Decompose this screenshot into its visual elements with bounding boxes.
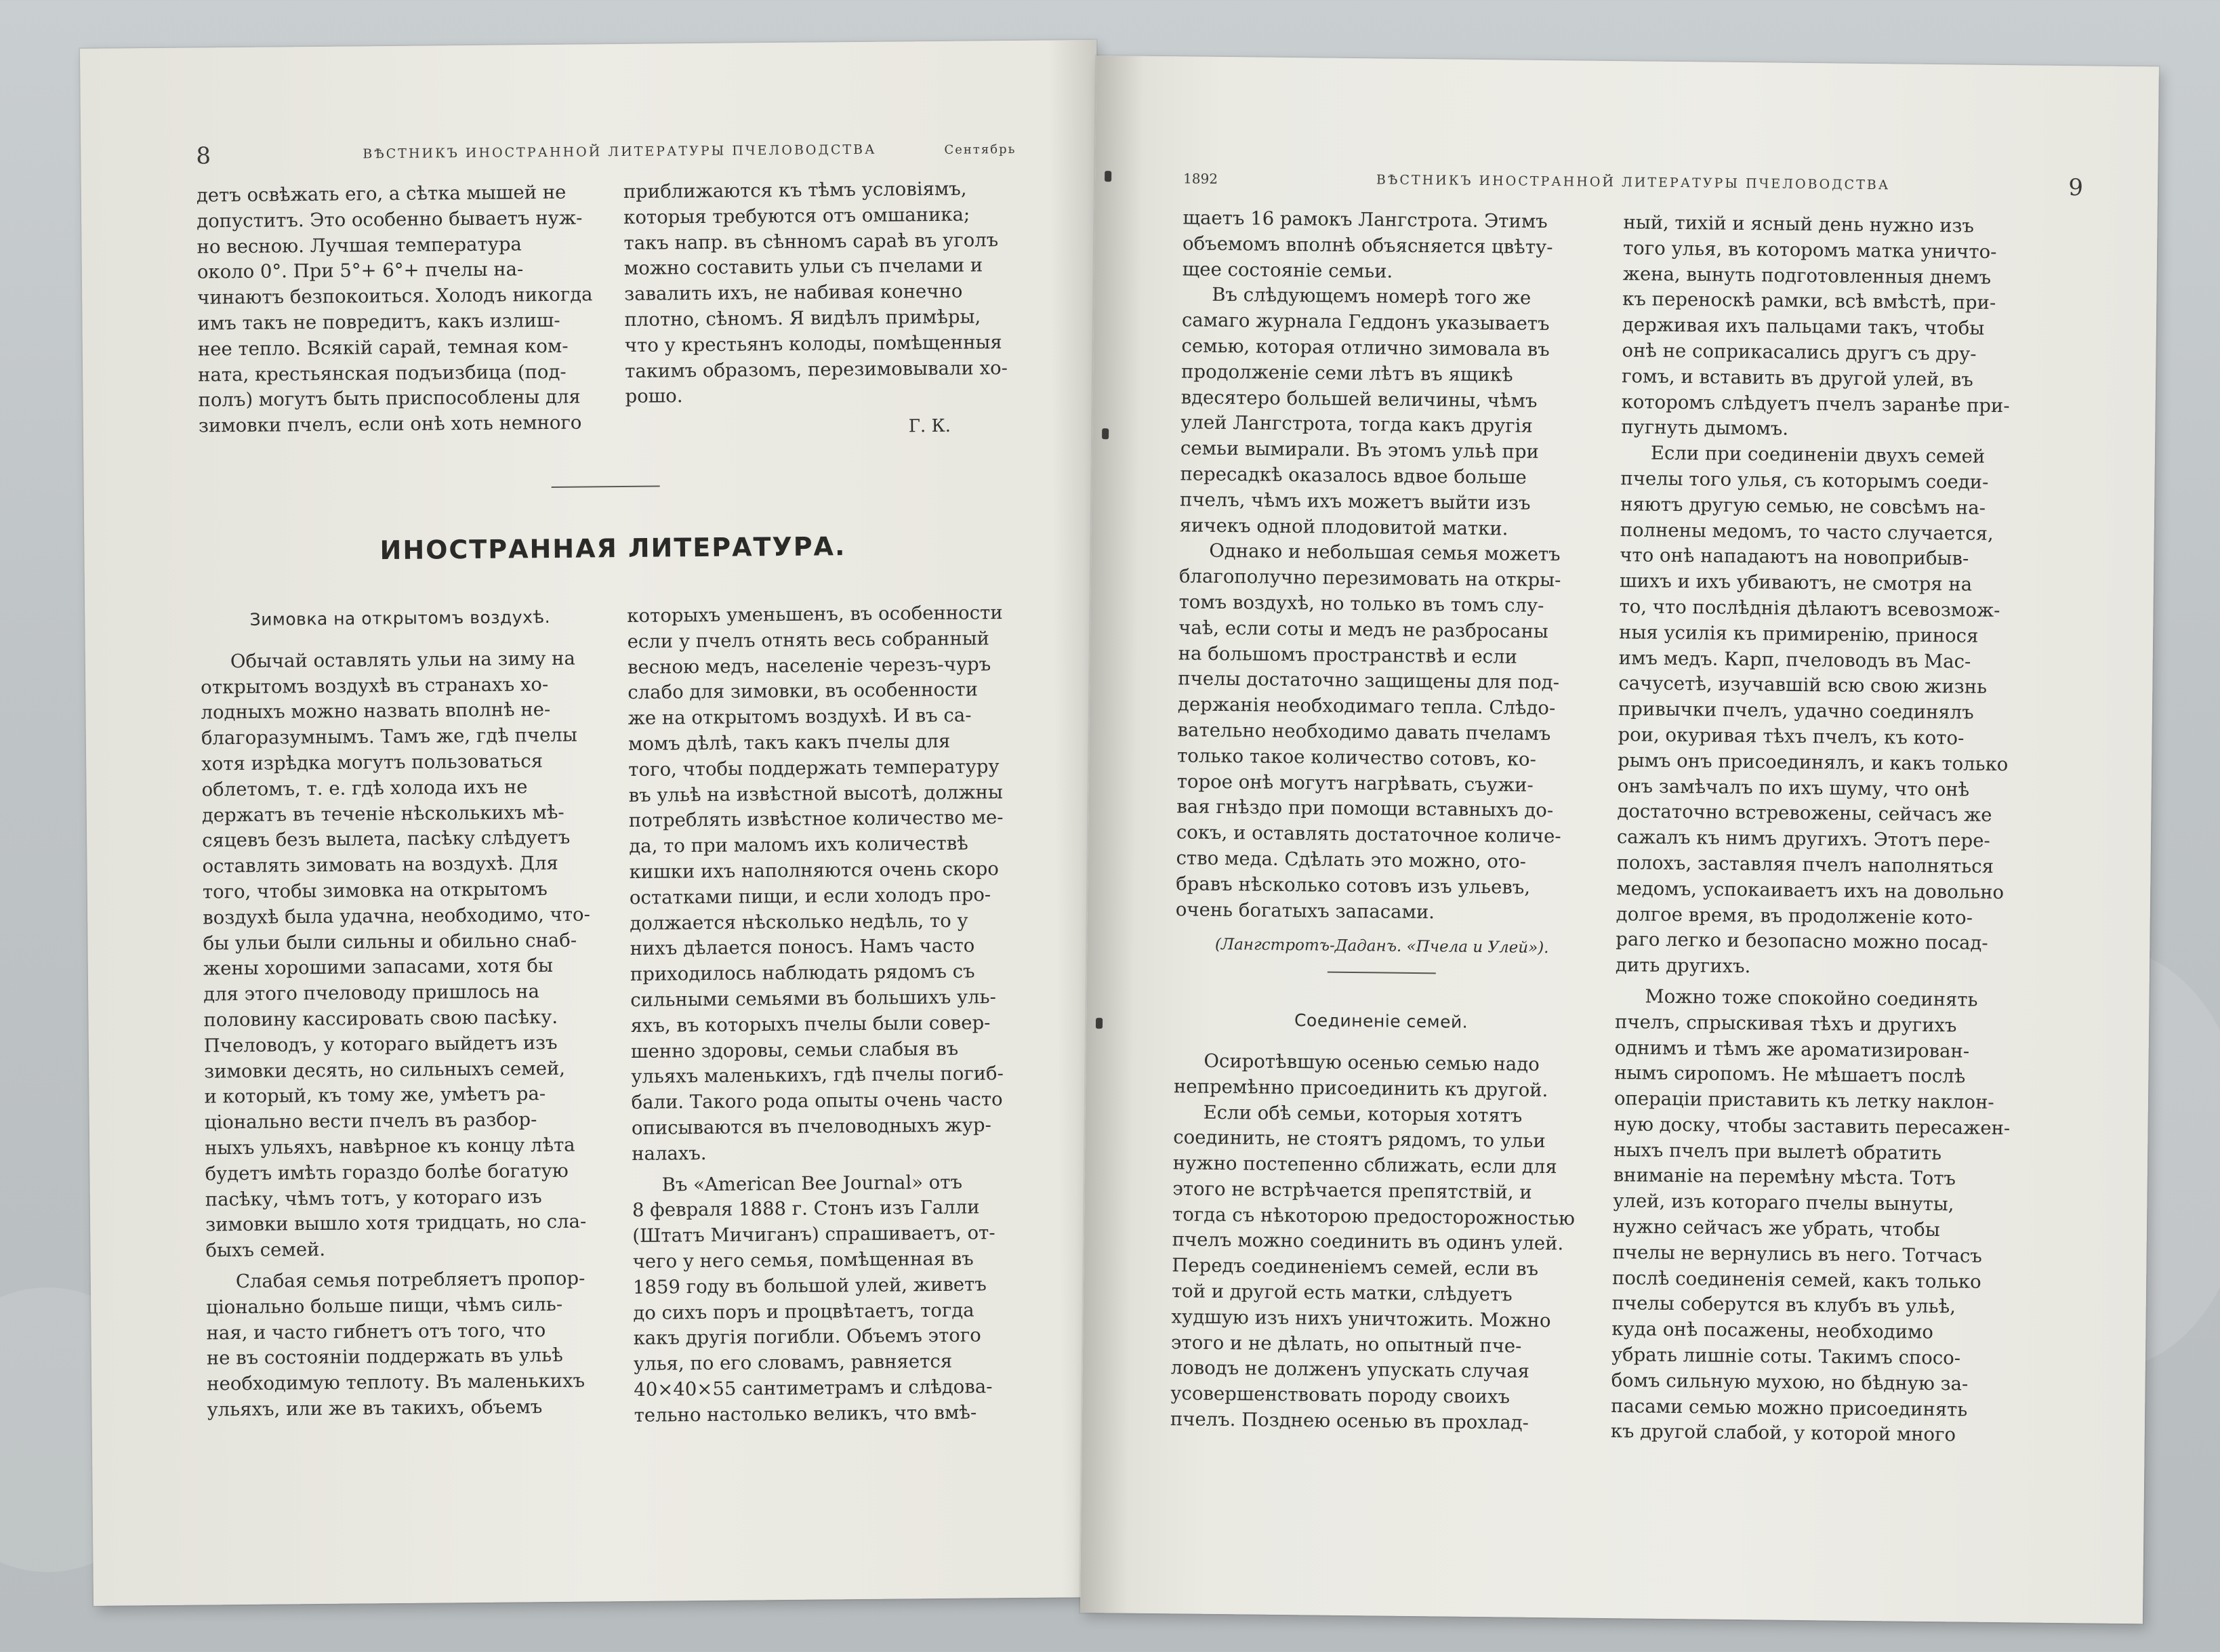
text-line: сяцевъ безъ вылета, пасѣку слѣдуетъ bbox=[202, 827, 571, 852]
text-line: необходимую теплоту. Въ маленькихъ bbox=[207, 1369, 585, 1395]
text-line: ныхъ ульяхъ, навѣрное къ концу лѣта bbox=[205, 1134, 575, 1159]
text-line: пасѣку, чѣмъ тотъ, у котораго изъ bbox=[205, 1185, 542, 1210]
text-line: томъ воздухѣ, но только въ томъ слу- bbox=[1178, 591, 1544, 617]
text-line: однимъ и тѣмъ же ароматизирован- bbox=[1614, 1036, 1970, 1062]
text-line: тельно настолько великъ, что вмѣ- bbox=[634, 1401, 977, 1426]
text-line: открытомъ воздухѣ въ странахъ хо- bbox=[201, 673, 549, 699]
text-line: рымъ онъ присоединялъ, и какъ только bbox=[1617, 749, 2009, 775]
text-line: того, чтобы поддержать температуру bbox=[628, 755, 1000, 781]
text-line: непремѣнно присоединить къ другой. bbox=[1173, 1075, 1548, 1101]
text-line: будетъ имѣть гораздо болѣе богатую bbox=[205, 1159, 569, 1185]
text-line: худшую изъ нихъ уничтожить. Можно bbox=[1171, 1306, 1551, 1331]
text-line: самаго журнала Геддонъ указываетъ bbox=[1181, 309, 1550, 335]
text-line: ціонально больше пищи, чѣмъ силь- bbox=[206, 1293, 563, 1319]
text-line: соединить, не стоятъ рядомъ, то ульи bbox=[1173, 1126, 1546, 1153]
left-running-head bbox=[196, 136, 1043, 173]
left-col1-main bbox=[200, 604, 607, 1423]
text-line: но весною. Лучшая температура bbox=[197, 232, 522, 258]
text-line: слабо для зимовки, въ особенности bbox=[628, 678, 979, 704]
text-line: тогда съ нѣкоторою предосторожностью bbox=[1172, 1203, 1576, 1230]
text-line: пчелъ. Позднею осенью въ прохлад- bbox=[1170, 1408, 1529, 1434]
text-line: должается нѣсколько недѣль, то у bbox=[630, 909, 968, 934]
right-col2 bbox=[1611, 210, 2037, 1449]
text-line: лодныхъ можно назвать вполнѣ не- bbox=[201, 699, 551, 724]
text-line: послѣ соединенія семей, какъ только bbox=[1611, 1266, 1981, 1293]
article-title: Соединеніе семей. bbox=[1294, 1010, 1468, 1032]
text-line: Если обѣ семьи, которыя хотятъ bbox=[1203, 1101, 1523, 1127]
text-line: пересадкѣ оказалось вдвое больше bbox=[1180, 463, 1527, 489]
text-line: привычки пчелъ, удачно соединялъ bbox=[1618, 698, 1974, 724]
text-line: какъ другія погибли. Объемъ этого bbox=[633, 1324, 981, 1350]
right-col1 bbox=[1170, 205, 1597, 1437]
text-line: Обычай оставлять ульи на зиму на bbox=[230, 647, 575, 672]
text-line: быхъ семей. bbox=[205, 1239, 326, 1262]
text-line: гомъ, и вставить въ другой улей, въ bbox=[1621, 365, 1974, 391]
text-line: ную доску, чтобы заставить пересажен- bbox=[1613, 1113, 2011, 1140]
text-line: чинаютъ безпокоиться. Холодъ никогда bbox=[197, 283, 593, 309]
text-line: которыя требуются отъ омшаника; bbox=[623, 203, 970, 228]
text-line: которыхъ уменьшенъ, въ особенности bbox=[627, 602, 1003, 627]
text-line: семью, которая отлично зимовала въ bbox=[1181, 335, 1550, 361]
text-line: такъ напр. въ сѣнномъ сараѣ въ уголъ bbox=[623, 228, 999, 254]
text-line: пасами семью можно присоединять bbox=[1611, 1395, 1968, 1421]
text-line: нымъ сиропомъ. Не мѣшаетъ послѣ bbox=[1614, 1062, 1966, 1088]
text-line: сажалъ къ нимъ другихъ. Этотъ пере- bbox=[1616, 826, 1990, 852]
text-line: къ другой слабой, у которой много bbox=[1610, 1420, 1956, 1446]
text-line: Однако и небольшая семья можетъ bbox=[1209, 540, 1561, 566]
text-line: Пчеловодъ, у котораго выйдетъ изъ bbox=[203, 1031, 558, 1057]
left-col1-top bbox=[197, 180, 598, 439]
text-line: сокъ, и оставлять достаточное количе- bbox=[1176, 821, 1561, 848]
section-title: ИНОСТРАННАЯ ЛИТЕРАТУРА. bbox=[379, 531, 846, 566]
text-line: Въ слѣдующемъ номерѣ того же bbox=[1212, 284, 1532, 310]
text-line: 1859 году въ большой улей, живетъ bbox=[632, 1273, 987, 1298]
text-line: пчелы соберутся въ клубъ въ ульѣ, bbox=[1611, 1292, 1956, 1318]
text-line: (Штатъ Мичиганъ) спрашиваетъ, от- bbox=[632, 1222, 995, 1247]
text-line: нужно сейчасъ же убрать, чтобы bbox=[1612, 1216, 1940, 1241]
text-line: приближаются къ тѣмъ условіямъ, bbox=[623, 178, 967, 203]
text-line: пчелы того улья, съ которымъ соеди- bbox=[1620, 468, 1989, 493]
page-number: 9 bbox=[2068, 174, 2084, 202]
text-line: вдесятеро большей величины, чѣмъ bbox=[1180, 386, 1538, 412]
text-line: достаточно встревожены, сейчасъ же bbox=[1617, 800, 1992, 827]
text-line: можно составить ульи съ пчелами и bbox=[623, 254, 983, 280]
text-line: зимовки вышло хотя тридцать, но сла- bbox=[205, 1210, 587, 1236]
text-line: для этого пчеловоду пришлось на bbox=[203, 980, 540, 1006]
text-line: то, что послѣднія дѣлаютъ всевозмож- bbox=[1619, 596, 2000, 621]
text-line: жены хорошими запасами, хотя бы bbox=[203, 955, 554, 980]
text-line: которомъ слѣдуетъ пчелъ заранѣе при- bbox=[1621, 390, 2010, 417]
text-line: если у пчелъ отнять весь собранный bbox=[627, 627, 990, 653]
text-line: торое онѣ могутъ нагрѣвать, съужи- bbox=[1176, 770, 1534, 796]
right-running-head bbox=[1183, 165, 2083, 204]
text-line: облетомъ, т. е. гдѣ холода ихъ не bbox=[201, 776, 528, 801]
text-line: вая гнѣздо при помощи вставныхъ до- bbox=[1176, 796, 1554, 822]
text-line: онъ замѣчалъ по ихъ шуму, что онѣ bbox=[1617, 775, 1970, 801]
text-line: ульяхъ маленькихъ, гдѣ пчелы погиб- bbox=[631, 1062, 1004, 1088]
text-line: ната, крестьянская подъизбица (под- bbox=[198, 360, 567, 386]
text-line: бравъ нѣсколько сотовъ изъ ульевъ, bbox=[1176, 873, 1531, 899]
text-line: Передъ соединеніемъ семей, если въ bbox=[1172, 1254, 1539, 1281]
text-line: щее состояніе семьи. bbox=[1182, 257, 1393, 283]
text-line: того улья, въ которомъ матка уничто- bbox=[1622, 236, 1997, 263]
text-line: бали. Такого рода опыты очень часто bbox=[631, 1088, 1003, 1114]
text-line: налахъ. bbox=[632, 1142, 707, 1165]
text-line: шенно здоровы, семьи слабыя въ bbox=[630, 1037, 959, 1062]
text-line: имъ медъ. Карп, пчеловодъ въ Мас- bbox=[1618, 646, 1971, 673]
left-col2-top bbox=[623, 176, 1025, 442]
text-line: этого и не дѣлать, но опытный пче- bbox=[1170, 1331, 1522, 1357]
text-line: имъ такъ не повредитъ, какъ излиш- bbox=[197, 309, 560, 335]
right-page bbox=[1080, 56, 2159, 1624]
text-line: Можно тоже спокойно соединять bbox=[1645, 985, 1978, 1011]
text-line: чаѣ, если соты и медъ не разбросаны bbox=[1178, 617, 1548, 642]
text-line: очень богатыхъ запасами. bbox=[1175, 898, 1435, 923]
text-line: оставлять зимовать на воздухѣ. Для bbox=[202, 852, 558, 877]
text-line: детъ освѣжать его, а сѣтка мышей не bbox=[196, 181, 567, 207]
text-line: сачусетѣ, изучавшій всю свою жизнь bbox=[1618, 672, 1988, 699]
left-col2-main bbox=[627, 600, 1034, 1429]
binding-hole bbox=[1102, 428, 1109, 439]
text-line: нужно постепенно сближать, если для bbox=[1172, 1152, 1557, 1178]
text-line: сильными семьями въ большихъ уль- bbox=[630, 986, 996, 1011]
text-line: Если при соединеніи двухъ семей bbox=[1650, 442, 1986, 468]
text-line: ульяхъ, или же въ такихъ, объемъ bbox=[207, 1396, 543, 1421]
text-line: кишки ихъ наполняются очень скоро bbox=[629, 858, 999, 883]
text-line: полъ) могутъ быть приспособлены для bbox=[198, 386, 581, 411]
text-line: зимовки пчелъ, если онѣ хоть немного bbox=[198, 411, 582, 437]
text-line: продолженіе семи лѣтъ въ ящикѣ bbox=[1180, 360, 1513, 386]
text-line: только такое количество сотовъ, ко- bbox=[1177, 745, 1537, 770]
text-line: плотно, сѣномъ. Я видѣлъ примѣры, bbox=[624, 306, 981, 331]
text-line: яхъ, въ которыхъ пчелы были совер- bbox=[630, 1012, 991, 1037]
text-line: вниманіе на перемѣну мѣста. Тотъ bbox=[1613, 1164, 1956, 1190]
text-line: Слабая семья потребляетъ пропор- bbox=[235, 1267, 585, 1292]
text-line: благоразумнымъ. Тамъ же, гдѣ пчелы bbox=[201, 724, 577, 749]
text-line: что у крестьянъ колоды, помѣщенныя bbox=[624, 331, 1002, 356]
text-line: шихъ и ихъ убиваютъ, не смотря на bbox=[1619, 570, 1973, 596]
text-line: улья, по его словамъ, равняется bbox=[633, 1350, 953, 1376]
text-line: же на открытомъ воздухѣ. И въ са- bbox=[628, 704, 972, 730]
text-line: держатъ въ теченіе нѣсколькихъ мѣ- bbox=[201, 801, 564, 827]
month-label: Сентябрь bbox=[944, 142, 1016, 157]
text-line: завалить ихъ, не набивая конечно bbox=[624, 280, 963, 306]
text-line: держивая ихъ пальцами такъ, чтобы bbox=[1622, 314, 1985, 339]
text-line: момъ дѣлѣ, такъ какъ пчелы для bbox=[628, 730, 951, 755]
text-line: ціонально вести пчелъ въ разбор- bbox=[204, 1109, 537, 1134]
journal-header: ВѢСТНИКЪ ИНОСТРАННОЙ ЛИТЕРАТУРЫ ПЧЕЛОВОДСТВА bbox=[363, 142, 877, 162]
text-line: 40×40×55 сантиметрамъ и слѣдова- bbox=[634, 1376, 993, 1401]
text-line: яичекъ одной плодовитой матки. bbox=[1179, 514, 1508, 539]
text-line: хотя изрѣдка могутъ пользоваться bbox=[201, 750, 543, 775]
text-line: 8 февраля 1888 г. Стонъ изъ Галли bbox=[632, 1196, 980, 1222]
text-line: улей Лангстрота, тогда какъ другія bbox=[1180, 411, 1533, 438]
text-line: этого не встрѣчается препятствій, и bbox=[1172, 1178, 1532, 1203]
text-line: благополучно перезимовать на откры- bbox=[1178, 565, 1561, 592]
binding-hole bbox=[1096, 1018, 1103, 1029]
text-line: къ переноскѣ рамки, всѣ вмѣстѣ, при- bbox=[1622, 288, 1996, 314]
text-line: семьи вымирали. Въ этомъ ульѣ при bbox=[1180, 437, 1540, 463]
text-line: около 0°. При 5°+ 6°+ пчелы на- bbox=[197, 258, 524, 283]
text-line: пчелъ можно соединить въ одинъ улей. bbox=[1172, 1228, 1564, 1255]
text-line: бомъ сильную мухою, но бѣдную за- bbox=[1611, 1369, 1969, 1395]
text-line: рошо. bbox=[625, 385, 683, 408]
text-line: того, чтобы зимовка на открытомъ bbox=[202, 877, 548, 903]
text-line: улей, изъ котораго пчелы вынуты, bbox=[1613, 1190, 1954, 1216]
text-line: жена, вынуть подготовленныя днемъ bbox=[1622, 262, 1992, 289]
text-line: бы ульи были сильны и обильно снаб- bbox=[203, 929, 577, 955]
text-line: зимовки десять, но сильныхъ семей, bbox=[204, 1057, 566, 1083]
text-line: долгое время, въ продолженіе кото- bbox=[1616, 903, 1973, 929]
text-line: полнены медомъ, то часто случается, bbox=[1620, 518, 1994, 545]
text-line: убрать лишніе соты. Такимъ спосо- bbox=[1611, 1344, 1961, 1369]
text-line: операціи приставить къ летку наклон- bbox=[1613, 1088, 1994, 1114]
text-line: няютъ другую семью, не совсѣмъ на- bbox=[1620, 493, 1986, 519]
text-line: нихъ дѣлается поносъ. Намъ часто bbox=[630, 934, 975, 960]
year-label: 1892 bbox=[1183, 170, 1218, 187]
text-line: ный, тихій и ясный день нужно изъ bbox=[1623, 211, 1975, 237]
text-line: Осиротѣвшую осенью семью надо bbox=[1204, 1050, 1540, 1075]
text-line: ная, и часто гибнетъ отъ того, что bbox=[206, 1319, 546, 1344]
text-line: остатками пищи, и если холодъ про- bbox=[629, 884, 991, 909]
binding-hole bbox=[1105, 171, 1111, 182]
journal-header: ВѢСТНИКЪ ИНОСТРАННОЙ ЛИТЕРАТУРЫ ПЧЕЛОВОДСТВА bbox=[1376, 172, 1891, 193]
text-line: пчелъ, чѣмъ ихъ можетъ выйти изъ bbox=[1179, 489, 1531, 514]
text-line: на большомъ пространствѣ и если bbox=[1178, 642, 1518, 668]
text-line: щаетъ 16 рамокъ Лангстрота. Этимъ bbox=[1183, 207, 1548, 232]
text-line: приходилось наблюдать рядомъ съ bbox=[630, 960, 975, 986]
text-line: той и другой есть матки, слѣдуетъ bbox=[1171, 1280, 1513, 1306]
text-line: потреблять извѣстное количество ме- bbox=[628, 806, 1004, 832]
text-line: усовершенствовать породу своихъ bbox=[1170, 1382, 1510, 1408]
text-line: пугнуть дымомъ. bbox=[1621, 416, 1789, 440]
text-line: ныхъ пчелъ при вылетѣ обратить bbox=[1613, 1138, 1942, 1164]
text-line: до сихъ поръ и процвѣтаетъ, тогда bbox=[633, 1299, 974, 1324]
separator-rule bbox=[552, 486, 660, 488]
text-line: ловодъ не долженъ упускать случая bbox=[1170, 1357, 1530, 1383]
signature: Г. К. bbox=[908, 415, 951, 437]
text-line: пчелы не вернулись въ него. Тотчасъ bbox=[1612, 1241, 1983, 1267]
text-line: ныя усилія къ примиренію, принося bbox=[1618, 621, 1979, 647]
text-line: половину кассировать свою пасѣку. bbox=[203, 1006, 558, 1031]
text-line: такимъ образомъ, перезимовывали хо- bbox=[625, 356, 1008, 382]
text-line: не въ состояніи поддержать въ ульѣ bbox=[206, 1344, 563, 1369]
text-line: вательно необходимо давать пчеламъ bbox=[1177, 719, 1551, 745]
separator-rule bbox=[1328, 972, 1436, 974]
text-line: куда онѣ посажены, необходимо bbox=[1611, 1318, 1934, 1344]
text-line: объемомъ вполнѣ объясняется цвѣту- bbox=[1182, 232, 1553, 258]
text-line: и который, къ тому же, умѣетъ ра- bbox=[204, 1083, 546, 1108]
article-title: Зимовка на открытомъ воздухѣ. bbox=[249, 606, 551, 629]
text-line: въ ульѣ на извѣстной высотѣ, должны bbox=[628, 781, 1003, 806]
page-number: 8 bbox=[196, 142, 211, 170]
text-line: пчелъ, спрыскивая тѣхъ и другихъ bbox=[1614, 1010, 1957, 1037]
text-line: Въ «American Bee Journal» отъ bbox=[661, 1171, 963, 1196]
text-line: ство меда. Сдѣлать это можно, ото- bbox=[1176, 847, 1527, 873]
text-line: держанія необходимаго тепла. Слѣдо- bbox=[1177, 693, 1556, 720]
text-line: описываются въ пчеловодныхъ жур- bbox=[631, 1114, 991, 1139]
text-line: рои, окуривая тѣхъ пчелъ, къ кото- bbox=[1618, 724, 1965, 749]
text-line: воздухѣ была удачна, необходимо, что- bbox=[203, 903, 590, 929]
text-line: дить другихъ. bbox=[1615, 954, 1751, 978]
text-line: весною медъ, населеніе черезъ-чуръ bbox=[627, 653, 991, 678]
text-line: да, то при маломъ ихъ количествѣ bbox=[629, 832, 968, 858]
text-line: онѣ не соприкасались другъ съ дру- bbox=[1622, 339, 1977, 365]
text-line: медомъ, успокаиваетъ ихъ на довольно bbox=[1616, 877, 2005, 903]
text-line: полохъ, заставляя пчелъ наполняться bbox=[1616, 852, 1994, 877]
text-line: пчелы достаточно защищены для под- bbox=[1178, 667, 1560, 694]
text-line: раго легко и безопасно можно посад- bbox=[1616, 928, 1988, 955]
text-line: допуститъ. Это особенно бываетъ нуж- bbox=[197, 207, 583, 232]
text-line: нее тепло. Всякій сарай, темная ком- bbox=[197, 335, 569, 360]
attribution: (Лангстротъ-Даданъ. «Пчела и Улей»). bbox=[1214, 936, 1549, 957]
left-page bbox=[80, 40, 1110, 1606]
text-line: что онѣ нападаютъ на новоприбыв- bbox=[1620, 544, 1969, 570]
text-line: чего у него семья, помѣщенная въ bbox=[632, 1247, 974, 1273]
